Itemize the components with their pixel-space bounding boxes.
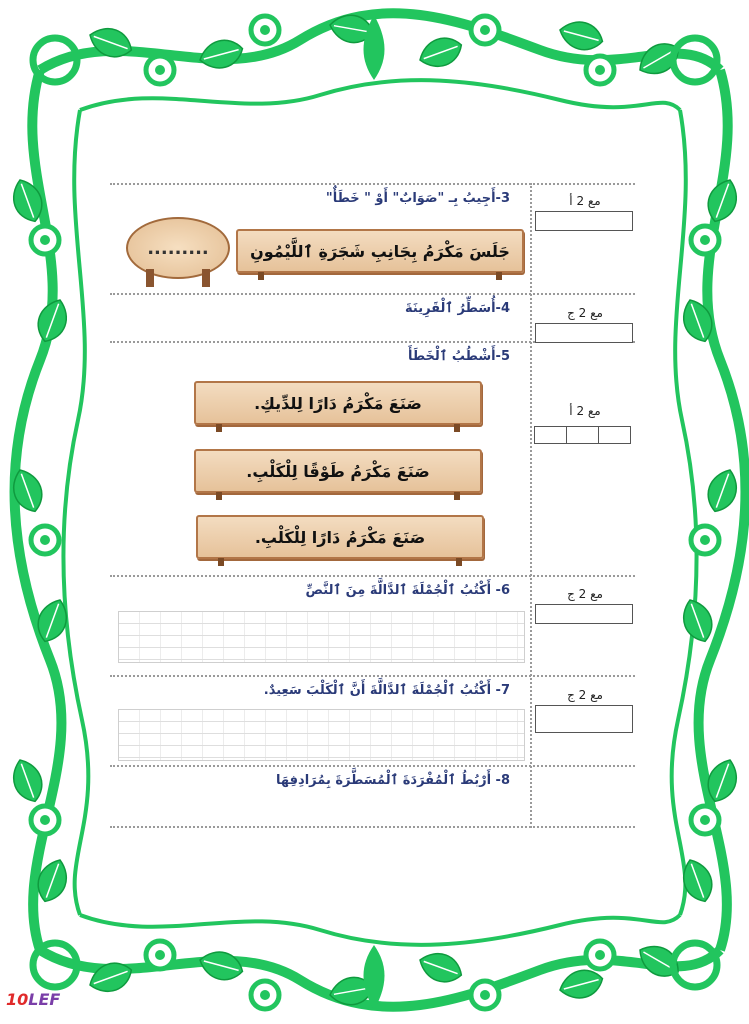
divider	[110, 675, 635, 677]
divider	[110, 826, 635, 828]
question-5-title: 5-أَشْطُبُ ٱلْخَطَأَ	[407, 349, 510, 364]
question-7-title: 7- أَكْتُبُ ٱلْجُمْلَةَ ٱلدَّالَّةَ أَنَّ ٱلْكَلْبَ سَعِيدٌ.	[263, 683, 510, 698]
option-plank[interactable]	[194, 381, 482, 425]
sign-leg	[146, 269, 154, 287]
option-plank[interactable]	[194, 449, 482, 493]
option-plank[interactable]	[196, 515, 484, 559]
sentence-text: جَلَسَ مَكْرَمُ بِجَانِبِ شَجَرَةِ ٱللَّيْمُونِ	[250, 241, 510, 261]
criterion-label: مع 2 ج	[567, 306, 603, 320]
criterion-label: مع 2 أ	[569, 194, 601, 208]
question-8-title: 8- أَرْبُطُ ٱلْمُفْرَدَةَ ٱلْمُسَطَّرَةَ بِمُرَادِفِهَا	[276, 773, 510, 788]
score-box[interactable]	[535, 211, 633, 231]
writing-lines[interactable]	[118, 709, 525, 761]
option-text: صَنَعَ مَكْرَمُ دَارًا لِلْكَلْبِ.	[254, 527, 426, 547]
criterion-label: مع 2 ج	[567, 688, 603, 702]
column-divider	[530, 183, 532, 828]
publisher-logo: 10LEF	[6, 990, 61, 1009]
divider	[110, 293, 635, 295]
score-box[interactable]	[535, 323, 633, 343]
divider	[110, 575, 635, 577]
sentence-plank	[236, 229, 524, 273]
worksheet	[110, 183, 635, 828]
option-text: صَنَعَ مَكْرَمُ طَوْقًا لِلْكَلْبِ.	[246, 461, 430, 481]
question-3-title: 3-أَجِيبُ بِـ "صَوَابٌ" أَوْ " خَطَأٌ"	[325, 191, 510, 206]
divider	[110, 765, 635, 767]
question-4-title: 4-أُسَطِّرُ ٱلْقَرِينَةَ	[405, 301, 510, 316]
writing-lines[interactable]	[118, 611, 525, 663]
option-text: صَنَعَ مَكْرَمُ دَارًا لِلدِّيكِ.	[254, 393, 422, 413]
answer-placeholder: .........	[147, 237, 209, 259]
answer-sign[interactable]	[126, 217, 230, 279]
sign-leg	[202, 269, 210, 287]
criterion-label: مع 2 أ	[569, 404, 601, 418]
score-box[interactable]	[535, 705, 633, 733]
score-boxes[interactable]	[535, 426, 631, 444]
score-box[interactable]	[535, 604, 633, 624]
divider	[110, 183, 635, 185]
question-6-title: 6- أَكْتُبُ ٱلْجُمْلَةَ ٱلدَّالَّةَ مِنَ ٱلنَّصِّ	[305, 583, 510, 598]
criterion-label: مع 2 ج	[567, 587, 603, 601]
